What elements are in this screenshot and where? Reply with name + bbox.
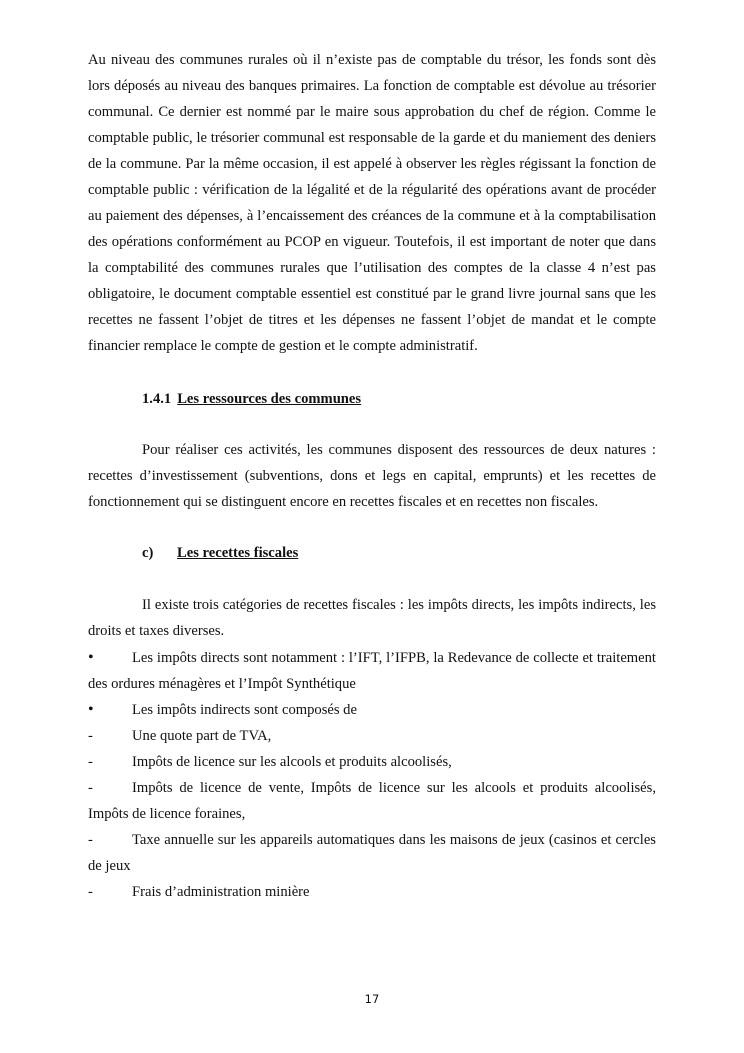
list-item — [88, 827, 656, 879]
list-item — [88, 645, 656, 697]
fiscal-intro-paragraph: Il existe trois catégories de recettes fiscales : les impôts directs, les impôts indirects, les droits et taxes diverses. — [88, 597, 656, 639]
dash-marker: - — [88, 780, 93, 796]
bullet-marker: • — [88, 701, 94, 718]
subsection-heading — [142, 543, 298, 563]
bullet-marker: • — [88, 649, 94, 666]
dash-marker: - — [88, 884, 93, 900]
page-number: 17 — [364, 992, 380, 1006]
dash-marker: - — [88, 754, 93, 770]
list-item-text: Les impôts directs sont notamment : l’IFT, l’IFPB, la Redevance de collecte et traitement des ordures ménagères et l’Impôt Synthétique — [88, 650, 656, 692]
list-item-text: Taxe annuelle sur les appareils automatiques dans les maisons de jeux (casinos et cercles de jeux — [88, 832, 656, 874]
dash-marker: - — [88, 728, 93, 744]
list-item — [88, 775, 656, 827]
list-item — [88, 879, 656, 905]
section-heading-number: 1.4.1 — [142, 391, 172, 407]
list-item-text: Les impôts indirects sont composés de — [132, 702, 357, 718]
section-heading — [142, 389, 361, 409]
list-item — [88, 697, 656, 723]
resources-paragraph: Pour réaliser ces activités, les communes disposent des ressources de deux natures : recettes d’investissement (subventions, dons et legs en capital, emprunts) et les recettes de fonctionnement qui se distinguent encore en recettes fiscales et en recettes non fiscales. — [88, 442, 656, 510]
list-item-text: Impôts de licence de vente, Impôts de licence sur les alcools et produits alcoolisés, Impôts de licence foraines, — [88, 780, 656, 822]
intro-paragraph: Au niveau des communes rurales où il n’existe pas de comptable du trésor, les fonds sont dès lors déposés au niveau des banques primaires. La fonction de comptable est dévolue au trésorier communal. Ce dernier est nommé par le maire sous approbation du chef de région. Comme le comptable public, le trésorier communal est responsable de la garde et du maniement des deniers de la commune. Par la même occasion, il est appelé à observer les règles régissant la fonction de comptable public : vérification de la légalité et de la régularité des opérations avant de procéder au paiement des dépenses, à l’encaissement des créances de la commune et à la comptabilisation des opérations conformément au PCOP en vigueur. Toutefois, il est important de noter que dans la comptabilité des communes rurales que l’utilisation des comptes de la classe 4 n’est pas obligatoire, le document comptable essentiel est constitué par le grand livre journal sans que les recettes ne fassent l’objet de titres et les dépenses ne fassent l’objet de mandat et le compte financier remplace le compte de gestion et le compte administratif. — [88, 52, 656, 354]
list-item-text: Impôts de licence sur les alcools et produits alcoolisés, — [132, 754, 452, 770]
list-item — [88, 723, 656, 749]
list-item — [88, 749, 656, 775]
subsection-heading-number: c) — [142, 545, 154, 561]
list-item-text: Frais d’administration minière — [132, 884, 310, 900]
dash-marker: - — [88, 832, 93, 848]
list-item-text: Une quote part de TVA, — [132, 728, 272, 744]
section-heading-title: Les ressources des communes — [177, 391, 362, 407]
subsection-heading-title: Les recettes fiscales — [177, 545, 299, 561]
